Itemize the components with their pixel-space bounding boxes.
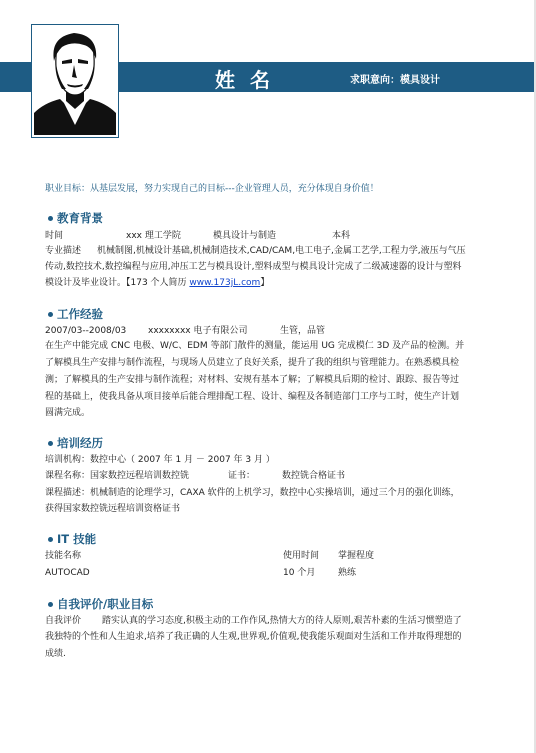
work-line: 了解模具生产安排与制作流程，与现场人员建立了良好关系，提升了我的组织与管理能力。在熟悉模具检 bbox=[45, 358, 460, 368]
training-desc-line1: 课程描述：机械制造的论理学习，CAXA 软件的上机学习，数控中心实操培训，通过三个月的强化训练， bbox=[45, 488, 460, 498]
candidate-name: 姓 名 bbox=[215, 68, 274, 92]
section-heading-training bbox=[48, 435, 103, 451]
bullet-icon bbox=[48, 216, 53, 221]
edu-desc-line2: 传动,数控技术,数控编程与应用,冲压工艺与模具设计,塑料成型与模具设计完成了二级减速器的设计与塑料 bbox=[45, 262, 462, 272]
training-heading-text: 培训经历 bbox=[57, 436, 103, 450]
section-heading-it bbox=[48, 531, 96, 547]
section-heading-education bbox=[48, 210, 103, 226]
work-line: 在生产中能完成 CNC 电极、W/C、EDM 等部门散件的测量，能运用 UG 完成模仁 3D 及产品的检测。并 bbox=[45, 341, 465, 351]
section-heading-work bbox=[48, 306, 103, 322]
edu-desc-line3-text: 模设计及毕业设计。【173 个人简历 bbox=[45, 278, 190, 288]
it-row-name: AUTOCAD bbox=[45, 568, 90, 578]
work-company: xxxxxxxx 电子有限公司 bbox=[148, 326, 248, 336]
work-heading-text: 工作经验 bbox=[57, 307, 103, 321]
bullet-icon bbox=[48, 537, 53, 542]
it-col-name: 技能名称 bbox=[45, 551, 82, 561]
bullet-icon bbox=[48, 602, 53, 607]
self-label: 自我评价 bbox=[45, 616, 82, 626]
edu-desc-line3 bbox=[45, 276, 269, 290]
it-col-level: 掌握程度 bbox=[338, 551, 375, 561]
education-heading-text: 教育背景 bbox=[57, 211, 103, 225]
self-heading-text: 自我评价/职业目标 bbox=[57, 597, 154, 611]
work-period: 2007/03--2008/03 bbox=[45, 326, 127, 336]
edu-desc-line1: 机械制图,机械设计基础,机械制造技术,CAD/CAM,电工电子,金属工艺学,工程力学,液压与气压 bbox=[97, 246, 466, 256]
portrait-image bbox=[34, 27, 116, 135]
edu-degree: 本科 bbox=[332, 231, 351, 241]
training-desc-line2: 获得国家数控铣远程培训资格证书 bbox=[45, 504, 181, 514]
it-col-time: 使用时间 bbox=[283, 551, 320, 561]
edu-time-label: 时间 bbox=[45, 231, 64, 241]
resume-site-link[interactable]: www.173jL.com bbox=[189, 278, 261, 288]
training-cert: 数控铣合格证书 bbox=[282, 471, 346, 481]
self-line2: 我独特的个性和人生追求,培养了我正确的人生观,世界观,价值观,使我能乐观面对生活和工作并取得理想的 bbox=[45, 632, 462, 642]
edu-school: xxx 理工学院 bbox=[126, 231, 181, 241]
it-row-level: 熟练 bbox=[338, 568, 357, 578]
edu-major: 模具设计与制造 bbox=[213, 231, 277, 241]
work-role: 生管，品管 bbox=[280, 326, 326, 336]
career-objective: 职业目标：从基层发展，努力实现自己的目标---企业管理人员，充分体现自身价值！ bbox=[45, 184, 379, 194]
work-line: 程的基础上，使我具备从项目接单后能合理排配工程、设计、编程及各制造部门工序与工时，使生产计划 bbox=[45, 392, 460, 402]
bullet-icon bbox=[48, 312, 53, 317]
training-course: 课程名称：国家数控远程培训数控铣 bbox=[45, 471, 190, 481]
training-institution: 培训机构：数控中心（ 2007 年 1 月 － 2007 年 3 月 ） bbox=[45, 455, 275, 465]
training-cert-label: 证书： bbox=[228, 471, 256, 481]
job-intent: 求职意向：模具设计 bbox=[350, 75, 440, 86]
section-heading-self bbox=[48, 596, 153, 612]
it-row-time: 10 个月 bbox=[283, 568, 316, 578]
edu-desc-line3-end: 】 bbox=[260, 278, 270, 288]
profile-photo bbox=[31, 24, 119, 138]
edu-desc-label: 专业描述 bbox=[45, 246, 82, 256]
self-line1: 踏实认真的学习态度,积极主动的工作作风,热情大方的待人原则,艰苦朴素的生活习惯塑造了 bbox=[102, 616, 462, 626]
work-line: 测；了解模具的生产安排与制作流程；对材料、安规有基本了解；了解模具后期的检讨、跟踪、报告等过 bbox=[45, 375, 460, 385]
self-line3: 成绩. bbox=[45, 649, 66, 659]
bullet-icon bbox=[48, 441, 53, 446]
it-heading-text: IT 技能 bbox=[57, 532, 97, 546]
work-line: 圆满完成。 bbox=[45, 408, 91, 418]
